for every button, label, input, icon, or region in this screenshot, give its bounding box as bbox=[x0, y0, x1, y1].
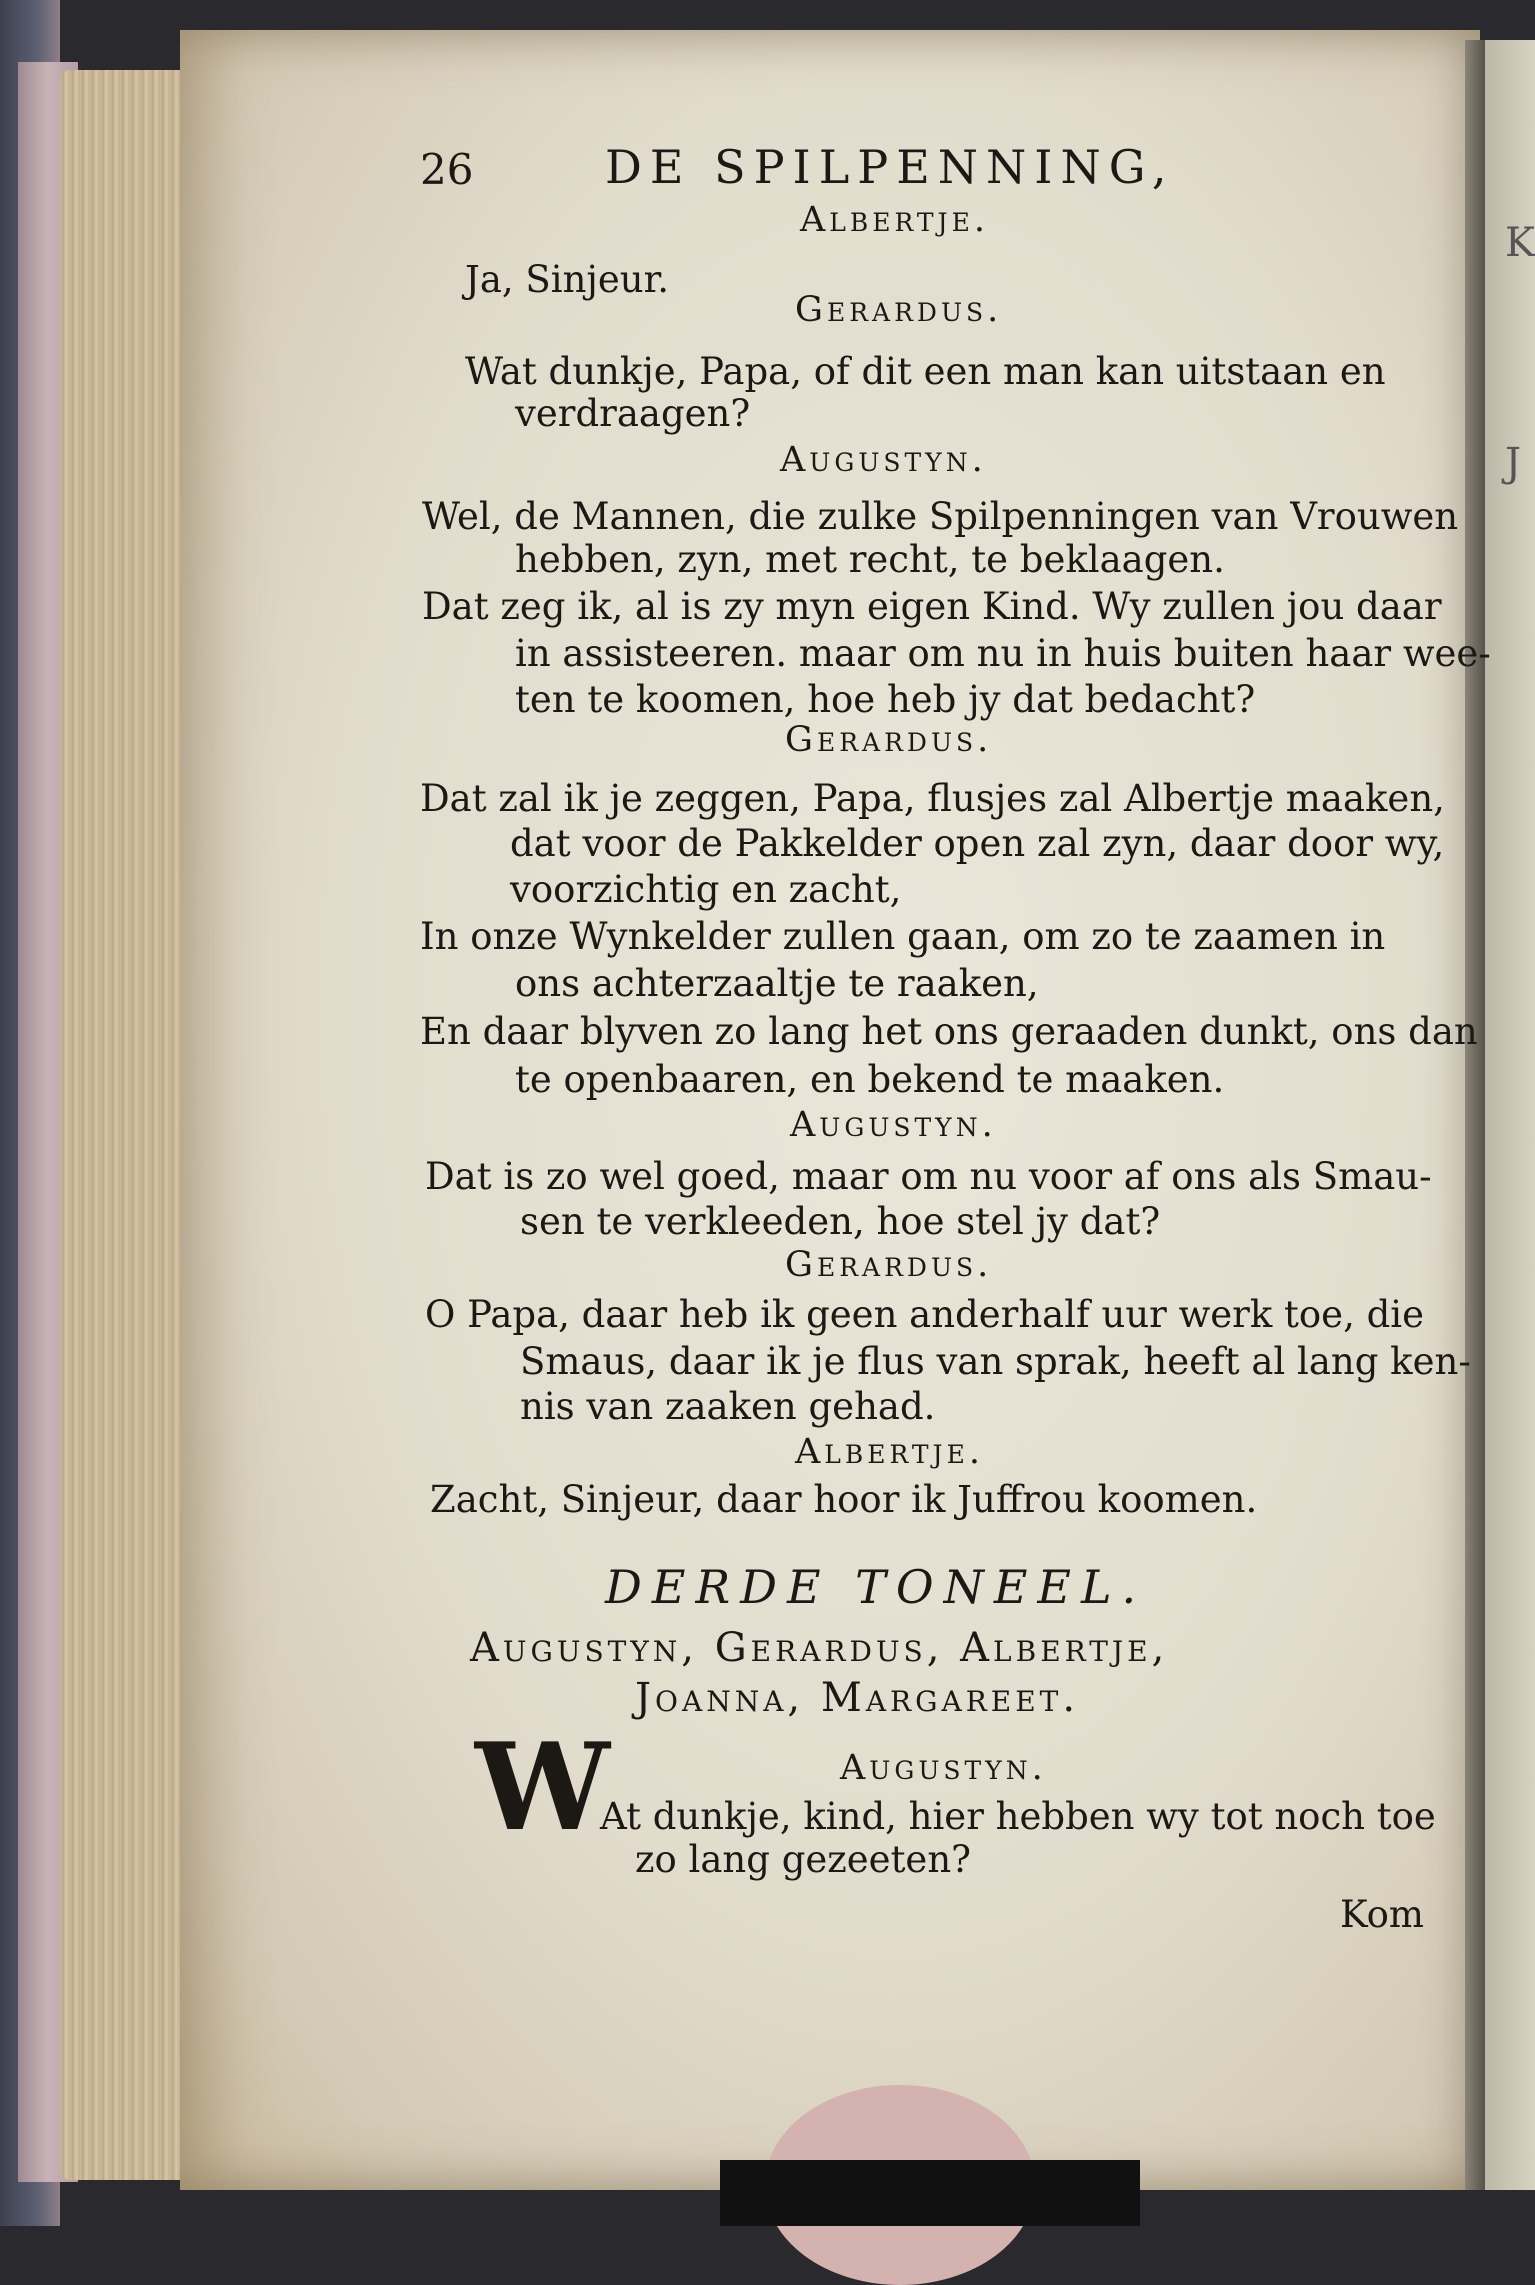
text-line: ons achterzaaltje te raaken, bbox=[515, 962, 1039, 1005]
text-line: Ja, Sinjeur. bbox=[465, 258, 670, 301]
scene-heading: DERDE TONEEL. bbox=[605, 1560, 1147, 1614]
text-line: O Papa, daar heb ik geen anderhalf uur werk toe, die bbox=[425, 1293, 1425, 1336]
text-line: Wat dunkje, Papa, of dit een man kan uitstaan en bbox=[465, 350, 1386, 393]
text-line: nis van zaaken gehad. bbox=[520, 1385, 936, 1428]
text-line: Zacht, Sinjeur, daar hoor ik Juffrou koomen. bbox=[430, 1478, 1258, 1521]
drop-cap: W bbox=[475, 1717, 610, 1858]
text-line: Dat zeg ik, al is zy myn eigen Kind. Wy zullen jou daar bbox=[422, 585, 1442, 628]
speaker-name: Augustyn. bbox=[780, 440, 987, 480]
speaker-name: Gerardus. bbox=[785, 1245, 993, 1285]
text-line: te openbaaren, en bekend te maaken. bbox=[515, 1058, 1225, 1101]
text-line: zo lang gezeeten? bbox=[635, 1838, 971, 1881]
text-line: Smaus, daar ik je flus van sprak, heeft al lang ken- bbox=[520, 1340, 1471, 1383]
text-line: At dunkje, kind, hier hebben wy tot noch toe bbox=[600, 1795, 1436, 1838]
text-line: ten te koomen, hoe heb jy dat bedacht? bbox=[515, 678, 1256, 721]
text-line: dat voor de Pakkelder open zal zyn, daar door wy, bbox=[510, 822, 1445, 865]
text-line: verdraagen? bbox=[515, 392, 751, 435]
speaker-name: Albertje. bbox=[795, 1432, 984, 1472]
speaker-name: Augustyn. bbox=[840, 1748, 1047, 1788]
text-line: Dat zal ik je zeggen, Papa, flusjes zal Albertje maaken, bbox=[420, 777, 1445, 820]
next-page-fragment: K bbox=[1505, 220, 1535, 266]
catchword: Kom bbox=[1340, 1893, 1425, 1936]
speaker-name: Albertje. bbox=[800, 200, 989, 240]
cast-list-line: Augustyn, Gerardus, Albertje, bbox=[470, 1625, 1169, 1671]
speaker-name: Gerardus. bbox=[785, 720, 993, 760]
dark-strip bbox=[720, 2160, 1140, 2226]
speaker-name: Gerardus. bbox=[795, 290, 1003, 330]
page-number: 26 bbox=[420, 145, 474, 194]
text-line: hebben, zyn, met recht, te beklaagen. bbox=[515, 538, 1225, 581]
text-line: In onze Wynkelder zullen gaan, om zo te zaamen in bbox=[420, 915, 1386, 958]
text-line: in assisteeren. maar om nu in huis buiten haar wee- bbox=[515, 632, 1491, 675]
next-page-fragment: J bbox=[1505, 440, 1522, 486]
next-page-edge bbox=[1485, 40, 1535, 2190]
speaker-name: Augustyn. bbox=[790, 1105, 997, 1145]
text-line: Wel, de Mannen, die zulke Spilpenningen van Vrouwen bbox=[422, 495, 1459, 538]
text-line: voorzichtig en zacht, bbox=[510, 868, 902, 911]
text-line: sen te verkleeden, hoe stel jy dat? bbox=[520, 1200, 1161, 1243]
running-title: DE SPILPENNING, bbox=[605, 140, 1175, 194]
text-line: Dat is zo wel goed, maar om nu voor af ons als Smau- bbox=[425, 1155, 1432, 1198]
cast-list-line: Joanna, Margareet. bbox=[635, 1675, 1080, 1721]
text-line: En daar blyven zo lang het ons geraaden dunkt, ons dan bbox=[420, 1010, 1478, 1053]
